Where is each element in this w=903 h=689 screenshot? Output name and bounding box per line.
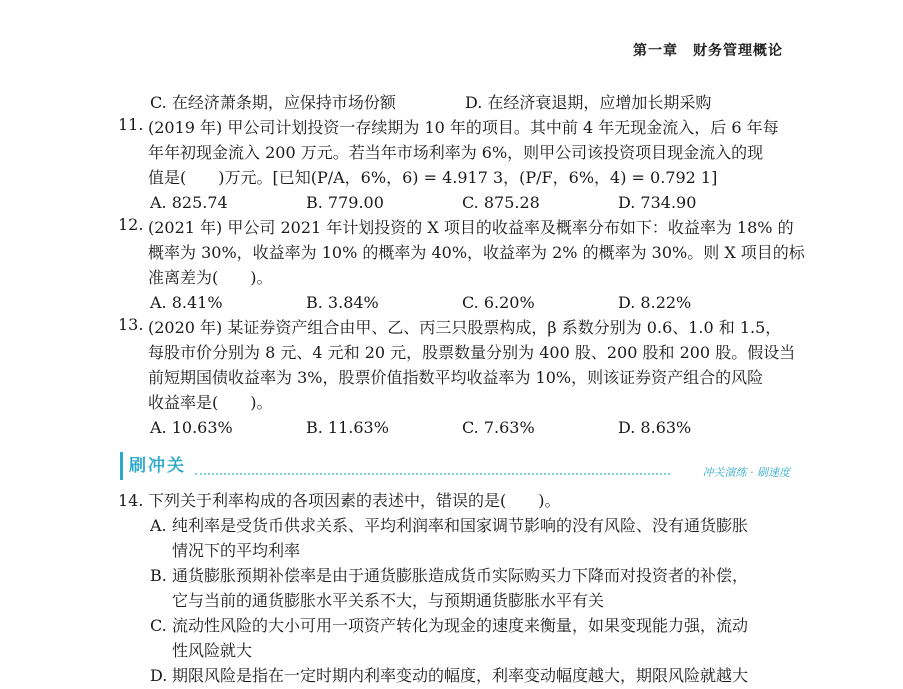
option-a	[150, 513, 788, 563]
option-text-line: 它与当前的通货膨胀水平关系不大，与预期通货膨胀水平有关	[172, 591, 605, 610]
question-14	[118, 488, 788, 513]
option-a: A. 8.41%	[150, 293, 223, 312]
question-text-line: (2020 年) 某证券资产组合由甲、乙、丙三只股票构成，β 系数分别为 0.6、1.0 和 1.5，	[148, 318, 782, 337]
previous-question-options	[118, 90, 788, 115]
option-d: D. 8.22%	[618, 293, 692, 312]
option-label: B.	[150, 566, 167, 585]
question-number: 11.	[118, 115, 144, 134]
option-text-line: 期限风险是指在一定时期内利率变动的幅度，利率变动幅度越大，期限风险就越大	[172, 666, 749, 685]
question-text-line: 准离差为( )。	[148, 268, 273, 287]
question-14-options	[118, 513, 788, 688]
question-13-options	[118, 415, 788, 440]
option-a: A. 10.63%	[150, 418, 233, 437]
question-text-line: (2021 年) 甲公司 2021 年计划投资的 X 项目的收益率及概率分布如下：收益率为 18% 的	[148, 218, 794, 237]
option-c	[150, 613, 788, 663]
section-title: 刷冲关	[120, 452, 192, 480]
question-11-options	[118, 190, 788, 215]
question-13	[118, 315, 796, 415]
question-12	[118, 215, 805, 290]
option-text-line: 流动性风险的大小可用一项资产转化为现金的速度来衡量，如果变现能力强，流动	[172, 616, 749, 635]
question-text-line: 概率为 30%，收益率为 10% 的概率为 40%，收益率为 2% 的概率为 30%。则 X 项目的标	[148, 243, 805, 262]
option-d: D. 734.90	[618, 193, 697, 212]
option-label: A.	[150, 516, 167, 535]
option-a: A. 825.74	[150, 193, 228, 212]
question-text-line: (2019 年) 甲公司计划投资一存续期为 10 年的项目。其中前 4 年无现金流入，后 6 年每	[148, 118, 779, 137]
section-divider	[195, 473, 670, 475]
option-label: C.	[150, 616, 167, 635]
question-12-options	[118, 290, 788, 315]
option-label: D.	[150, 666, 168, 685]
question-14-block	[118, 488, 788, 688]
questions-block	[118, 90, 805, 440]
option-d: D. 在经济衰退期，应增加长期采购	[465, 93, 712, 112]
option-c: C. 6.20%	[462, 293, 535, 312]
option-text-line: 纯利率是受货币供求关系、平均利润率和国家调节影响的没有风险、没有通货膨胀	[172, 516, 749, 535]
option-b: B. 779.00	[306, 193, 384, 212]
option-b: B. 3.84%	[306, 293, 379, 312]
question-number: 12.	[118, 215, 144, 234]
option-d	[150, 663, 788, 688]
option-d: D. 8.63%	[618, 418, 692, 437]
question-text-line: 前短期国债收益率为 3%，股票价值指数平均收益率为 10%，则该证券资产组合的风险	[148, 368, 764, 387]
option-c: C. 875.28	[462, 193, 540, 212]
chapter-header: 第一章 财务管理概论	[633, 43, 783, 59]
option-c: C. 在经济萧条期，应保持市场份额	[150, 93, 396, 112]
section-subtitle: 冲关演练 · 刷速度	[702, 466, 790, 479]
option-b	[150, 563, 788, 613]
question-text-line: 收益率是( )。	[148, 393, 273, 412]
option-text-line: 通货膨胀预期补偿率是由于通货膨胀造成货币实际购买力下降而对投资者的补偿，	[172, 566, 749, 585]
question-text-line: 每股市价分别为 8 元、4 元和 20 元，股票数量分别为 400 股、200 股和 200 股。假设当	[148, 343, 796, 362]
question-text-line: 年年初现金流入 200 万元。若当年市场利率为 6%，则甲公司该投资项目现金流入的现	[148, 143, 764, 162]
option-c: C. 7.63%	[462, 418, 535, 437]
question-stem: 下列关于利率构成的各项因素的表述中，错误的是( )。	[148, 491, 561, 510]
question-number: 14.	[118, 491, 144, 510]
option-b: B. 11.63%	[306, 418, 389, 437]
section-banner	[120, 452, 790, 482]
question-11	[118, 115, 788, 190]
option-text-line: 情况下的平均利率	[172, 541, 301, 560]
question-text-line: 值是( )万元。[已知(P/A，6%，6) = 4.917 3，(P/F，6%，4) = 0.792 1]	[148, 168, 718, 187]
option-text-line: 性风险就大	[172, 641, 253, 660]
question-number: 13.	[118, 315, 144, 334]
